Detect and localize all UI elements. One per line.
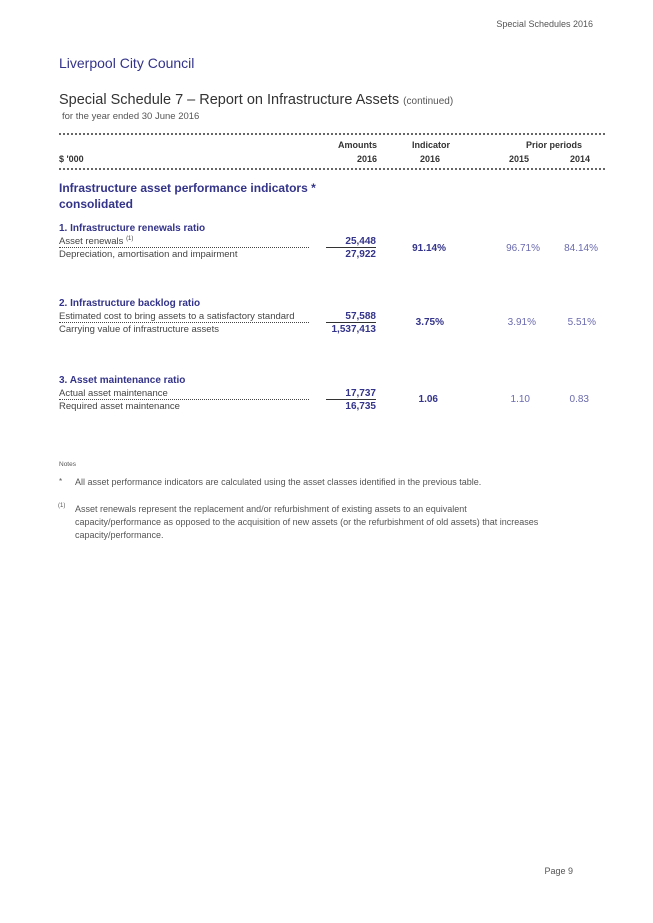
ratio-indicator-value: 3.75% [415, 317, 444, 328]
indicator-year: 2016 [419, 154, 440, 164]
schedule-title [59, 92, 453, 108]
prior-2014-value: 5.51% [567, 317, 596, 328]
ratio-denominator-value: 27,922 [345, 249, 376, 260]
council-name: Liverpool City Council [59, 55, 195, 71]
indicator-label: Indicator [411, 140, 450, 150]
ratio-numerator-label [59, 236, 309, 248]
document-header-label: Special Schedules 2016 [496, 19, 593, 29]
note-marker: (1) [58, 503, 66, 509]
footnote-ref: (1) [126, 236, 134, 242]
prior-year-2015: 2015 [508, 154, 529, 164]
numerator-label-text: Asset renewals [59, 236, 124, 248]
prior-year-2014: 2014 [569, 154, 590, 164]
section-title-line1: Infrastructure asset performance indicators * [59, 181, 316, 195]
ratio-title: 2. Infrastructure backlog ratio [59, 298, 201, 309]
ratio-numerator-value: 57,588 [326, 311, 376, 323]
note-marker: * [59, 477, 63, 486]
prior-periods-label: Prior periods [525, 140, 582, 150]
ratio-denominator-label: Carrying value of infrastructure assets [59, 324, 219, 335]
prior-2015-value: 1.10 [510, 394, 530, 405]
ratio-indicator-value: 1.06 [418, 394, 438, 405]
page-number: Page 9 [544, 866, 573, 876]
schedule-subtitle: for the year ended 30 June 2016 [62, 111, 200, 122]
ratio-indicator-value: 91.14% [412, 243, 446, 254]
header-divider-top [59, 133, 605, 135]
ratio-denominator-label: Required asset maintenance [59, 401, 180, 412]
schedule-title-text: Special Schedule 7 – Report on Infrastructure Assets [59, 92, 400, 108]
prior-2015-value: 3.91% [507, 317, 536, 328]
ratio-denominator-label: Depreciation, amortisation and impairment [59, 249, 238, 260]
prior-2014-value: 84.14% [564, 243, 598, 254]
ratio-numerator-value: 17,737 [326, 388, 376, 400]
amounts-label: Amounts [338, 140, 377, 150]
ratio-numerator-value: 25,448 [326, 236, 376, 248]
continued-label: (continued) [403, 96, 454, 107]
prior-2015-value: 96.71% [506, 243, 540, 254]
ratio-title: 1. Infrastructure renewals ratio [59, 223, 206, 234]
section-title-line2: consolidated [59, 197, 134, 211]
section-title [59, 180, 316, 212]
header-divider-bottom [59, 168, 605, 170]
ratio-denominator-value: 16,735 [345, 401, 376, 412]
ratio-title: 3. Asset maintenance ratio [59, 375, 186, 386]
note-text: All asset performance indicators are calculated using the asset classes identified in the previous table. [75, 477, 482, 487]
notes-heading: Notes [59, 461, 76, 468]
note-text: Asset renewals represent the replacement and/or refurbishment of existing assets to an equivalent capacity/performance as opposed to the acquisition of new assets (or the refurbishment of old assets) that increases capacity/performance. [75, 504, 539, 540]
unit-label: $ '000 [59, 154, 84, 164]
amounts-year: 2016 [356, 154, 377, 164]
ratio-denominator-value: 1,537,413 [331, 324, 376, 335]
ratio-numerator-label: Actual asset maintenance [59, 388, 309, 400]
ratio-numerator-label: Estimated cost to bring assets to a satisfactory standard [59, 311, 309, 323]
prior-2014-value: 0.83 [569, 394, 589, 405]
